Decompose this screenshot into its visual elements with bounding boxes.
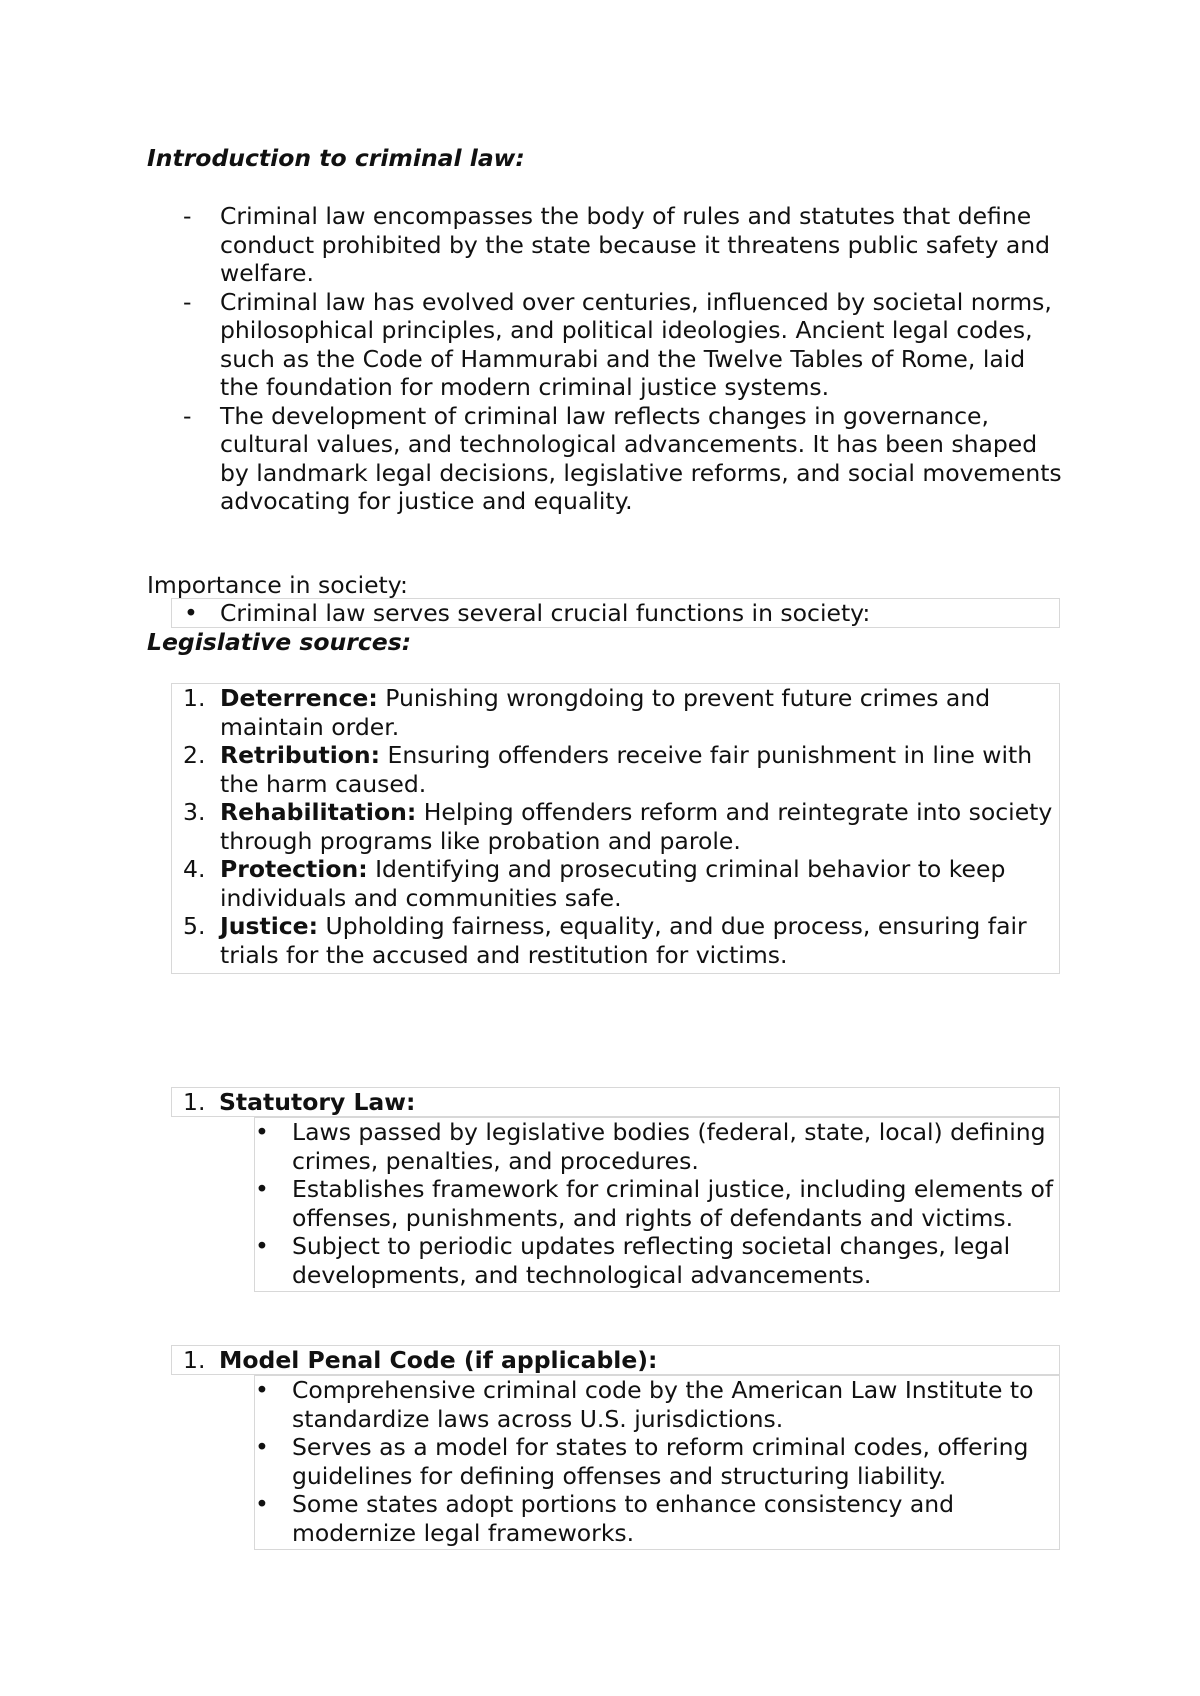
functions-list (171, 683, 1060, 974)
function-term: Retribution: (220, 741, 381, 769)
function-text: Helping offenders reform and reintegrate into society through programs like probation and parole. (220, 798, 1053, 855)
bullet-marker: • (255, 1490, 269, 1518)
list-item (183, 202, 1063, 288)
list-item (255, 1232, 1059, 1289)
bullet-marker: • (255, 1376, 269, 1404)
importance-heading: Importance in society: (147, 571, 408, 599)
list-number: 2. (183, 741, 206, 769)
list-item (255, 1376, 1059, 1433)
list-item (172, 1346, 1059, 1375)
function-text: Upholding fairness, equality, and due process, ensuring fair trials for the accused and restitution for victims. (220, 912, 1027, 969)
bullet-marker: • (255, 1118, 269, 1146)
list-item (172, 798, 1059, 855)
intro-list (183, 202, 1063, 516)
list-item (172, 599, 1059, 628)
bullet-marker: • (255, 1433, 269, 1461)
model-penal-heading (171, 1345, 1060, 1375)
dash-marker: - (183, 401, 192, 430)
list-item-text: The development of criminal law reflects changes in governance, cultural values, and technological advancements. It has been shaped by landmark legal decisions, legislative reforms, and social movements advocating for justice and equality. (220, 401, 1062, 515)
dash-marker: - (183, 202, 192, 230)
list-item (172, 741, 1059, 798)
importance-list (171, 598, 1060, 628)
list-item (172, 684, 1059, 741)
list-number: 5. (183, 912, 206, 940)
legislative-heading: Legislative sources: (147, 628, 412, 656)
model-penal-list (254, 1375, 1060, 1550)
bullet-marker: • (255, 1232, 269, 1260)
list-item-text: Laws passed by legislative bodies (federal, state, local) defining crimes, penalties, and procedures. (292, 1118, 1046, 1175)
list-item-text: Subject to periodic updates reflecting societal changes, legal developments, and technological advancements. (292, 1232, 1011, 1289)
list-item-text: Comprehensive criminal code by the American Law Institute to standardize laws across U.S. jurisdictions. (292, 1376, 1034, 1433)
list-item-text: Serves as a model for states to reform criminal codes, offering guidelines for defining offenses and structuring liability. (292, 1433, 1029, 1490)
function-term: Deterrence: (220, 684, 378, 712)
list-item (172, 1088, 1059, 1117)
list-item (172, 912, 1059, 969)
function-text: Punishing wrongdoing to prevent future crimes and maintain order. (220, 684, 991, 741)
section-title: Statutory Law: (219, 1088, 416, 1116)
list-item (255, 1433, 1059, 1490)
list-item (172, 855, 1059, 912)
statutory-heading (171, 1087, 1060, 1117)
intro-heading: Introduction to criminal law: (147, 144, 525, 172)
list-number: 1. (183, 1346, 206, 1374)
list-item-text: Criminal law encompasses the body of rules and statutes that define conduct prohibited by the state because it threatens public safety and welfare. (220, 202, 1051, 287)
list-item (255, 1490, 1059, 1547)
list-number: 3. (183, 798, 206, 826)
list-item-text: Criminal law serves several crucial functions in society: (220, 599, 871, 627)
function-text: Ensuring offenders receive fair punishment in line with the harm caused. (220, 741, 1033, 798)
list-number: 1. (183, 1088, 206, 1116)
list-item-text: Criminal law has evolved over centuries, influenced by societal norms, philosophical principles, and political ideologies. Ancient legal codes, such as the Code of Hammurabi and the Twelve Tables of Rome, laid the foundation for modern criminal justice systems. (220, 287, 1052, 401)
list-number: 1. (183, 684, 206, 712)
bullet-marker: • (255, 1175, 269, 1203)
list-item (183, 288, 1063, 402)
list-number: 4. (183, 855, 206, 883)
function-term: Justice: (220, 912, 319, 940)
list-item-text: Establishes framework for criminal justice, including elements of offenses, punishments, and rights of defendants and victims. (292, 1175, 1054, 1232)
statutory-list (254, 1117, 1060, 1292)
list-item-text: Some states adopt portions to enhance consistency and modernize legal frameworks. (292, 1490, 955, 1547)
function-term: Protection: (220, 855, 368, 883)
list-item (255, 1175, 1059, 1232)
list-item (183, 402, 1063, 516)
section-title: Model Penal Code (if applicable): (219, 1346, 658, 1374)
list-item (255, 1118, 1059, 1175)
bullet-marker: • (184, 599, 198, 627)
function-text: Identifying and prosecuting criminal behavior to keep individuals and communities safe. (220, 855, 1006, 912)
function-term: Rehabilitation: (220, 798, 417, 826)
dash-marker: - (183, 287, 192, 316)
